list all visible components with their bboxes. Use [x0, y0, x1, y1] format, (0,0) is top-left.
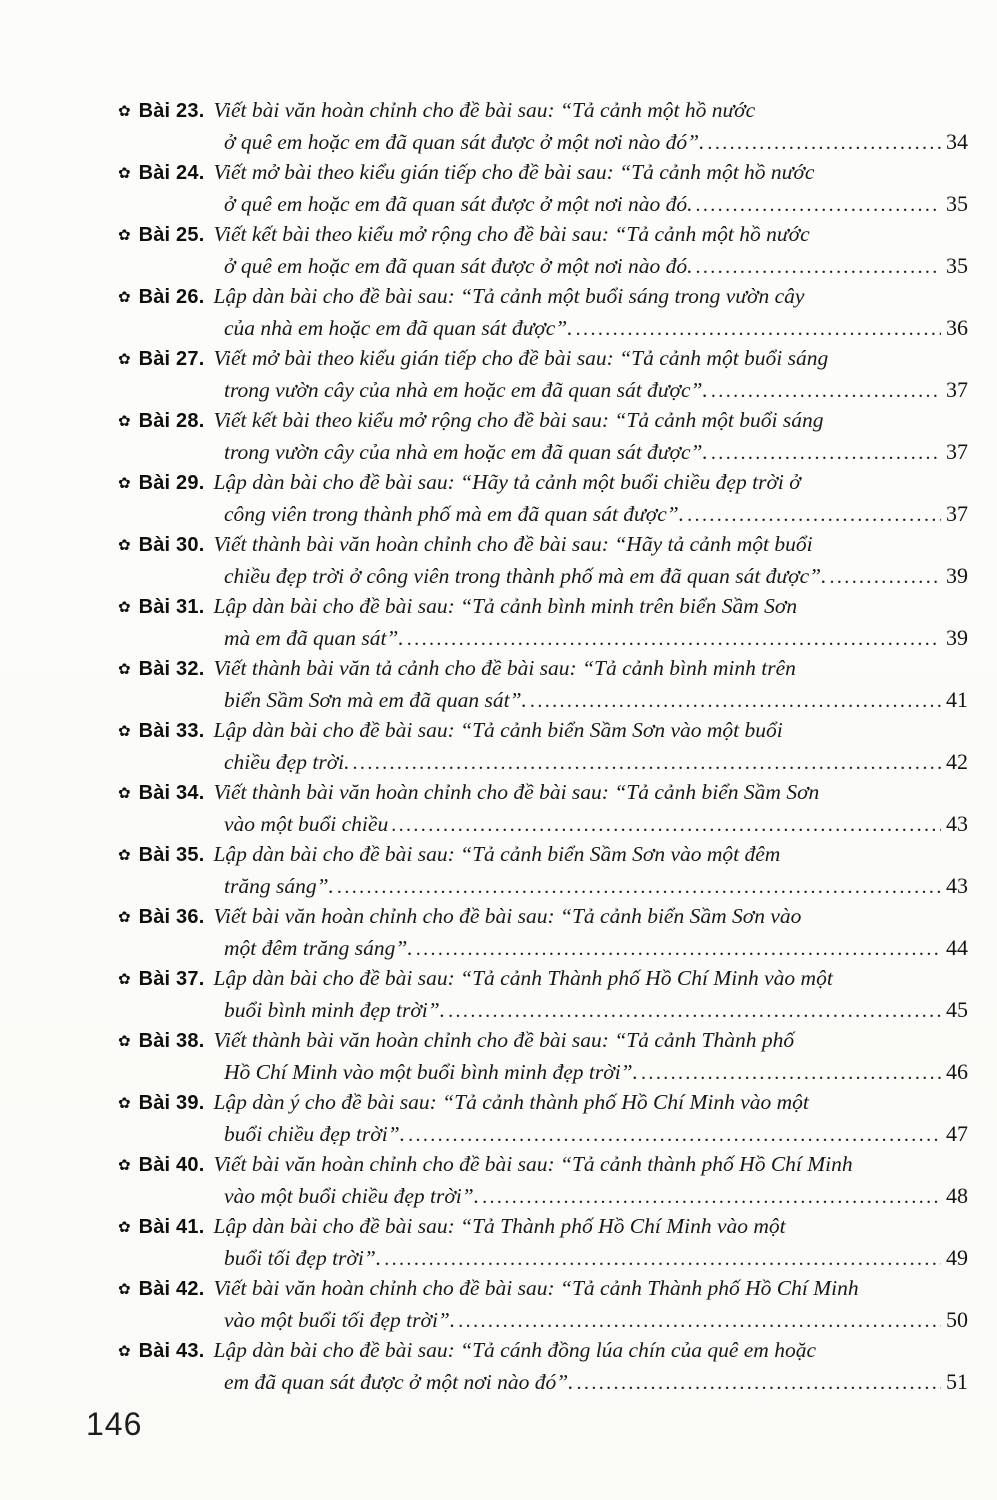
entry-page-number: 39	[946, 563, 968, 588]
entry-label: Bài 29.	[138, 472, 205, 494]
toc-entry-first-line	[118, 1149, 968, 1180]
dot-leader	[830, 562, 942, 593]
entry-label: Bài 33.	[138, 720, 205, 742]
entry-title-line1: Lập dàn bài cho đề bài sau: “Tả cảnh bình minh trên biển Sầm Sơn	[213, 594, 798, 618]
entry-title-line1: Viết kết bài theo kiểu mở rộng cho đề bài sau: “Tả cảnh một buổi sáng	[213, 408, 824, 432]
flower-bullet-icon: ✿	[118, 1032, 131, 1050]
flower-bullet-icon: ✿	[118, 288, 131, 306]
toc-entry-second-line	[118, 684, 968, 715]
toc-entry-first-line	[118, 157, 968, 188]
dot-leader	[530, 686, 941, 717]
entry-page-number: 49	[946, 1245, 968, 1270]
entry-label: Bài 24.	[138, 162, 205, 184]
toc-entry-first-line	[118, 653, 968, 684]
toc-entry-first-line	[118, 1025, 968, 1056]
toc-entry-second-line	[118, 1056, 968, 1087]
toc-entry-second-line	[118, 498, 968, 529]
entry-title-line2: mà em đã quan sát”.	[224, 626, 404, 650]
toc-entry-first-line	[118, 963, 968, 994]
toc-entry-first-line	[118, 281, 968, 312]
toc-entry	[118, 1335, 968, 1397]
toc-entry-first-line	[118, 777, 968, 808]
entry-title-line1: Viết thành bài văn tả cảnh cho đề bài sau: “Tả cảnh bình minh trên	[213, 656, 796, 680]
dot-leader	[711, 376, 941, 407]
flower-bullet-icon: ✿	[118, 970, 131, 988]
entry-label: Bài 28.	[138, 410, 205, 432]
toc-list	[118, 95, 968, 1397]
toc-entry-first-line	[118, 219, 968, 250]
entry-title-line1: Viết bài văn hoàn chỉnh cho đề bài sau: “Tả cảnh thành phố Hồ Chí Minh	[213, 1152, 853, 1176]
entry-title-line2: ở quê em hoặc em đã quan sát được ở một nơi nào đó.	[224, 254, 693, 278]
flower-bullet-icon: ✿	[118, 350, 131, 368]
toc-entry	[118, 219, 968, 281]
entry-title-line2: vào một buổi tối đẹp trời”.	[224, 1308, 456, 1332]
entry-label: Bài 43.	[138, 1340, 205, 1362]
entry-page-number: 34	[946, 129, 968, 154]
flower-bullet-icon: ✿	[118, 226, 131, 244]
entry-title-line2: trăng sáng”.	[224, 874, 334, 898]
toc-entry-second-line	[118, 374, 968, 405]
entry-page-number: 48	[946, 1183, 968, 1208]
toc-entry	[118, 653, 968, 715]
toc-entry-second-line	[118, 622, 968, 653]
dot-leader	[458, 1306, 941, 1337]
toc-entry-second-line	[118, 808, 968, 839]
entry-title-line2: trong vườn cây của nhà em hoặc em đã quan sát được”.	[224, 440, 708, 464]
entry-page-number: 42	[946, 749, 968, 774]
dot-leader	[448, 996, 941, 1027]
flower-bullet-icon: ✿	[118, 474, 131, 492]
toc-entry-second-line	[118, 126, 968, 157]
toc-entry	[118, 467, 968, 529]
toc-entry	[118, 591, 968, 653]
entry-title-line2: vào một buổi chiều	[224, 812, 389, 836]
toc-entry-first-line	[118, 1211, 968, 1242]
entry-label: Bài 34.	[138, 782, 205, 804]
dot-leader	[695, 252, 941, 283]
toc-entry	[118, 95, 968, 157]
entry-title-line1: Viết thành bài văn hoàn chỉnh cho đề bài sau: “Hãy tả cảnh một buổi	[213, 532, 813, 556]
flower-bullet-icon: ✿	[118, 164, 131, 182]
entry-title-line1: Viết mở bài theo kiểu gián tiếp cho đề bài sau: “Tả cảnh một buổi sáng	[213, 346, 829, 370]
dot-leader	[641, 1058, 941, 1089]
toc-entry-first-line	[118, 467, 968, 498]
toc-entry-second-line	[118, 932, 968, 963]
entry-label: Bài 38.	[138, 1030, 205, 1052]
toc-entry	[118, 343, 968, 405]
toc-entry-first-line	[118, 1335, 968, 1366]
entry-page-number: 45	[946, 997, 968, 1022]
entry-page-number: 36	[946, 315, 968, 340]
toc-entry-first-line	[118, 715, 968, 746]
entry-title-line2: em đã quan sát được ở một nơi nào đó”.	[224, 1370, 574, 1394]
toc-entry	[118, 1211, 968, 1273]
entry-page-number: 50	[946, 1307, 968, 1332]
flower-bullet-icon: ✿	[118, 784, 131, 802]
entry-page-number: 43	[946, 873, 968, 898]
toc-entry	[118, 281, 968, 343]
entry-title-line1: Lập dàn bài cho đề bài sau: “Tả cảnh Thành phố Hồ Chí Minh vào một	[213, 966, 833, 990]
entry-title-line2: ở quê em hoặc em đã quan sát được ở một nơi nào đó.	[224, 192, 693, 216]
entry-label: Bài 41.	[138, 1216, 205, 1238]
flower-bullet-icon: ✿	[118, 598, 131, 616]
entry-page-number: 35	[946, 253, 968, 278]
entry-page-number: 44	[946, 935, 968, 960]
entry-label: Bài 36.	[138, 906, 205, 928]
toc-entry-second-line	[118, 1304, 968, 1335]
toc-entry	[118, 1273, 968, 1335]
toc-entry-second-line	[118, 1242, 968, 1273]
entry-label: Bài 40.	[138, 1154, 205, 1176]
entry-page-number: 35	[946, 191, 968, 216]
entry-title-line1: Viết bài văn hoàn chỉnh cho đề bài sau: “Tả cảnh Thành phố Hồ Chí Minh	[213, 1276, 859, 1300]
toc-entry	[118, 405, 968, 467]
dot-leader	[416, 934, 941, 965]
flower-bullet-icon: ✿	[118, 1156, 131, 1174]
toc-entry-first-line	[118, 591, 968, 622]
toc-entry-second-line	[118, 560, 968, 591]
toc-entry-second-line	[118, 1180, 968, 1211]
dot-leader	[408, 1120, 941, 1151]
dot-leader	[353, 748, 941, 779]
toc-entry-second-line	[118, 746, 968, 777]
toc-entry	[118, 1087, 968, 1149]
toc-entry	[118, 529, 968, 591]
dot-leader	[695, 190, 941, 221]
toc-entry-first-line	[118, 529, 968, 560]
flower-bullet-icon: ✿	[118, 102, 131, 120]
toc-entry-second-line	[118, 994, 968, 1025]
dot-leader	[711, 438, 941, 469]
dot-leader	[576, 314, 941, 345]
entry-page-number: 43	[946, 811, 968, 836]
toc-entry	[118, 157, 968, 219]
entry-label: Bài 42.	[138, 1278, 205, 1300]
entry-title-line1: Viết thành bài văn hoàn chỉnh cho đề bài sau: “Tả cảnh biển Sầm Sơn	[213, 780, 820, 804]
entry-page-number: 37	[946, 439, 968, 464]
entry-label: Bài 35.	[138, 844, 205, 866]
entry-title-line2: của nhà em hoặc em đã quan sát được”.	[224, 316, 573, 340]
flower-bullet-icon: ✿	[118, 1280, 131, 1298]
entry-page-number: 47	[946, 1121, 968, 1146]
flower-bullet-icon: ✿	[118, 412, 131, 430]
toc-entry-second-line	[118, 1118, 968, 1149]
flower-bullet-icon: ✿	[118, 1218, 131, 1236]
toc-entry	[118, 715, 968, 777]
toc-entry-first-line	[118, 95, 968, 126]
toc-entry-second-line	[118, 312, 968, 343]
entry-title-line2: một đêm trăng sáng”.	[224, 936, 413, 960]
entry-title-line1: Lập dàn bài cho đề bài sau: “Tả cánh đồng lúa chín của quê em hoặc	[213, 1338, 817, 1362]
dot-leader	[687, 500, 941, 531]
flower-bullet-icon: ✿	[118, 846, 131, 864]
toc-entry-second-line	[118, 250, 968, 281]
dot-leader	[337, 872, 941, 903]
toc-entry	[118, 839, 968, 901]
entry-title-line1: Viết bài văn hoàn chỉnh cho đề bài sau: “Tả cảnh biển Sầm Sơn vào	[213, 904, 802, 928]
entry-title-line2: công viên trong thành phố mà em đã quan sát được”.	[224, 502, 685, 526]
entry-title-line1: Lập dàn bài cho đề bài sau: “Tả cảnh biển Sầm Sơn vào một đêm	[213, 842, 781, 866]
toc-entry	[118, 1149, 968, 1211]
entry-page-number: 51	[946, 1369, 968, 1394]
entry-label: Bài 25.	[138, 224, 205, 246]
entry-title-line1: Lập dàn bài cho đề bài sau: “Hãy tả cảnh một buổi chiều đẹp trời ở	[213, 470, 801, 494]
entry-page-number: 37	[946, 377, 968, 402]
entry-title-line1: Lập dàn bài cho đề bài sau: “Tả cảnh biển Sầm Sơn vào một buổi	[213, 718, 783, 742]
toc-entry-second-line	[118, 1366, 968, 1397]
entry-title-line1: Viết kết bài theo kiểu mở rộng cho đề bài sau: “Tả cảnh một hồ nước	[213, 222, 810, 246]
entry-label: Bài 39.	[138, 1092, 205, 1114]
dot-leader	[391, 810, 941, 841]
toc-entry	[118, 1025, 968, 1087]
dot-leader	[384, 1244, 941, 1275]
flower-bullet-icon: ✿	[118, 1094, 131, 1112]
entry-title-line2: chiều đẹp trời.	[224, 750, 350, 774]
flower-bullet-icon: ✿	[118, 1342, 131, 1360]
entry-title-line2: buổi chiều đẹp trời”.	[224, 1122, 406, 1146]
dot-leader	[482, 1182, 941, 1213]
toc-entry	[118, 901, 968, 963]
entry-title-line2: buổi bình minh đẹp trời”.	[224, 998, 446, 1022]
toc-entry-second-line	[118, 188, 968, 219]
toc-entry-first-line	[118, 405, 968, 436]
toc-entry	[118, 777, 968, 839]
entry-title-line1: Lập dàn bài cho đề bài sau: “Tả Thành phố Hồ Chí Minh vào một	[213, 1214, 786, 1238]
entry-title-line1: Viết bài văn hoàn chỉnh cho đề bài sau: “Tả cảnh một hồ nước	[213, 98, 756, 122]
entry-label: Bài 37.	[138, 968, 205, 990]
entry-label: Bài 26.	[138, 286, 205, 308]
folio-page-number: 146	[86, 1406, 143, 1442]
entry-title-line2: buổi tối đẹp trời”.	[224, 1246, 382, 1270]
flower-bullet-icon: ✿	[118, 536, 131, 554]
entry-title-line1: Lập dàn ý cho đề bài sau: “Tả cảnh thành phố Hồ Chí Minh vào một	[213, 1090, 809, 1114]
toc-entry	[118, 963, 968, 1025]
dot-leader	[577, 1368, 941, 1399]
entry-title-line2: biển Sầm Sơn mà em đã quan sát”.	[224, 688, 527, 712]
entry-title-line2: chiều đẹp trời ở công viên trong thành phố mà em đã quan sát được”.	[224, 564, 827, 588]
entry-title-line1: Viết mở bài theo kiểu gián tiếp cho đề bài sau: “Tả cảnh một hồ nước	[213, 160, 815, 184]
dot-leader	[407, 624, 941, 655]
flower-bullet-icon: ✿	[118, 908, 131, 926]
entry-page-number: 37	[946, 501, 968, 526]
entry-page-number: 41	[946, 687, 968, 712]
flower-bullet-icon: ✿	[118, 722, 131, 740]
entry-page-number: 39	[946, 625, 968, 650]
dot-leader	[707, 128, 941, 159]
toc-entry-first-line	[118, 839, 968, 870]
toc-entry-first-line	[118, 901, 968, 932]
entry-title-line1: Lập dàn bài cho đề bài sau: “Tả cảnh một buổi sáng trong vườn cây	[213, 284, 805, 308]
toc-entry-first-line	[118, 1273, 968, 1304]
entry-title-line2: Hồ Chí Minh vào một buổi bình minh đẹp trời”.	[224, 1060, 639, 1084]
entry-title-line1: Viết thành bài văn hoàn chỉnh cho đề bài sau: “Tả cảnh Thành phố	[213, 1028, 795, 1052]
toc-entry-second-line	[118, 870, 968, 901]
entry-title-line2: trong vườn cây của nhà em hoặc em đã quan sát được”.	[224, 378, 708, 402]
flower-bullet-icon: ✿	[118, 660, 131, 678]
entry-label: Bài 31.	[138, 596, 205, 618]
entry-title-line2: ở quê em hoặc em đã quan sát được ở một nơi nào đó”.	[224, 130, 705, 154]
entry-label: Bài 27.	[138, 348, 205, 370]
entry-label: Bài 23.	[138, 100, 205, 122]
toc-entry-first-line	[118, 1087, 968, 1118]
entry-label: Bài 30.	[138, 534, 205, 556]
entry-page-number: 46	[946, 1059, 968, 1084]
toc-entry-second-line	[118, 436, 968, 467]
entry-label: Bài 32.	[138, 658, 205, 680]
entry-title-line2: vào một buổi chiều đẹp trời”.	[224, 1184, 480, 1208]
toc-entry-first-line	[118, 343, 968, 374]
